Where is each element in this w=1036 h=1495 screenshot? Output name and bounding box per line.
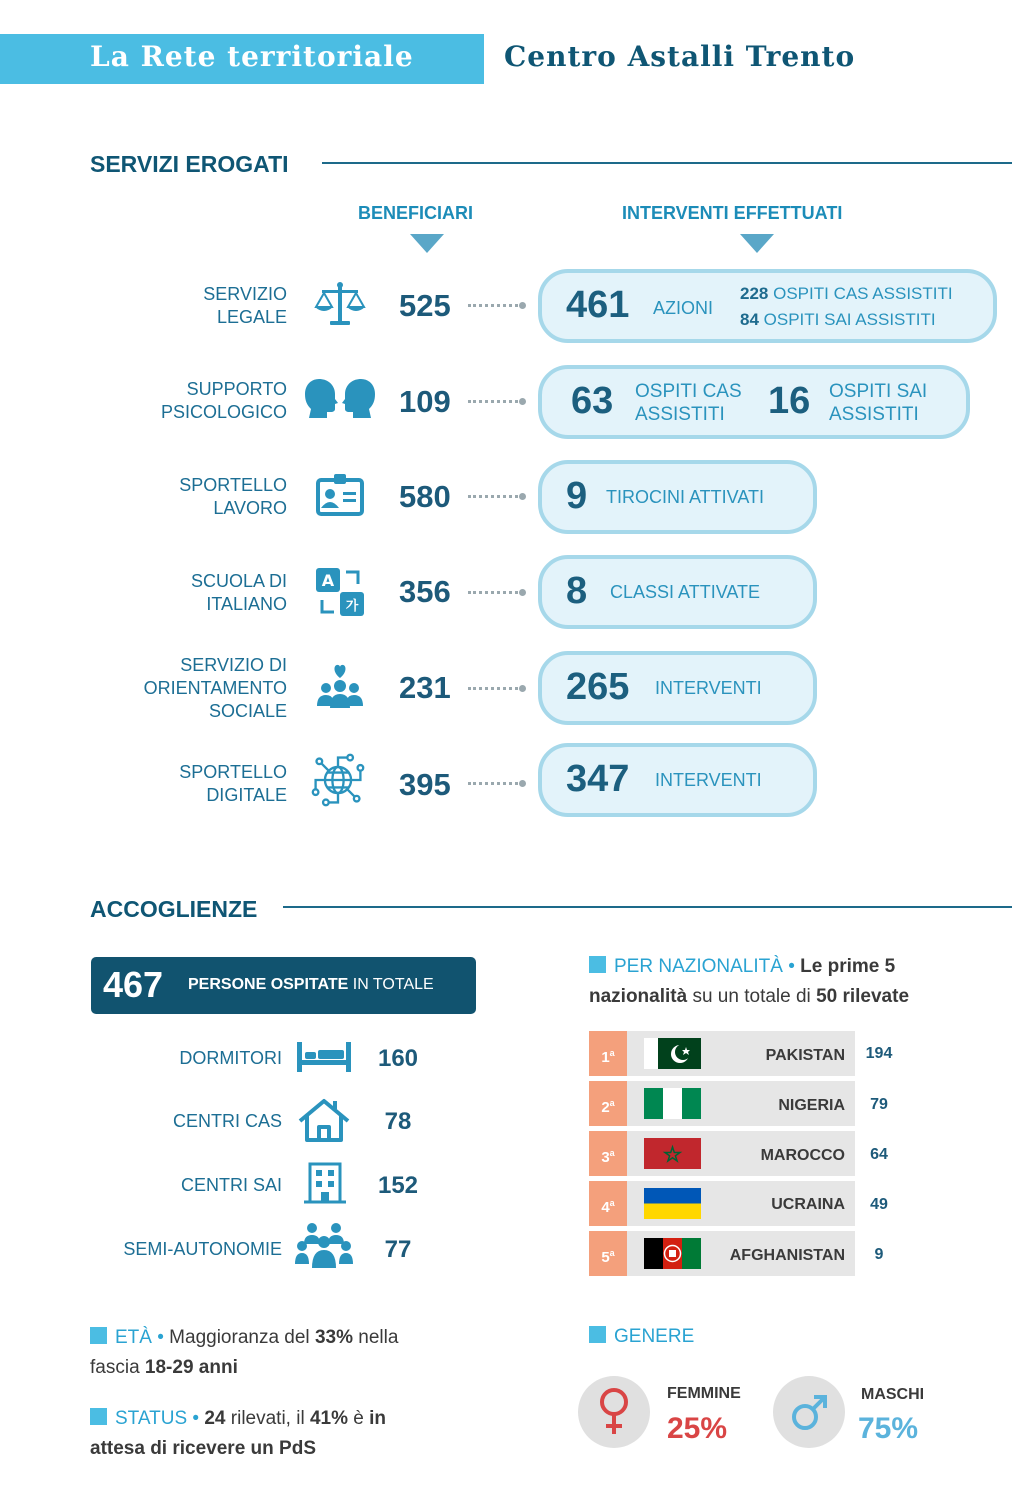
country-name: UCRAINA [771, 1196, 845, 1213]
connector-dot [519, 302, 526, 309]
maschi-label: MASCHI [861, 1386, 925, 1403]
eta-paragraph: ETÀ • Maggioranza del 33% nella fascia 18-29 anni [90, 1327, 399, 1378]
total-value: 467 [103, 964, 164, 1005]
interventi-extra: 228 OSPITI CAS ASSISTITI [740, 284, 953, 303]
connector-dot [519, 685, 526, 692]
interventi-label: AZIONI [653, 298, 714, 318]
rank-badge: 1$^a$ [589, 1031, 627, 1076]
beneficiari-value: 525 [399, 288, 451, 323]
col-head-beneficiari: BENEFICIARI [358, 203, 474, 223]
accoglienza-label: DORMITORI [179, 1048, 282, 1068]
country-name: AFGHANISTAN [729, 1247, 845, 1264]
bullet-square [90, 1408, 107, 1425]
heads-icon [305, 377, 375, 419]
service-label-digitale: SPORTELLO DIGITALE [179, 762, 287, 805]
femmine-label: FEMMINE [667, 1385, 741, 1402]
rank-badge: 5$^a$ [589, 1231, 627, 1276]
interventi-value: 347 [566, 758, 630, 800]
interventi-extra: 84 OSPITI SAI ASSISTITI [740, 310, 936, 329]
dotted-connector [468, 495, 524, 498]
arrow-down-icon [410, 234, 444, 253]
section-title-accoglienze: ACCOGLIENZE [90, 896, 258, 922]
service-label-psicologico: SUPPORTO PSICOLOGICO [160, 379, 287, 422]
interventi-label: CLASSI ATTIVATE [610, 582, 761, 602]
service-label-italiano: SCUOLA DI ITALIANO [190, 571, 287, 614]
interventi-value: 461 [566, 284, 630, 326]
ukraine-flag-icon [644, 1188, 701, 1219]
interventi-label: TIROCINI ATTIVATI [606, 487, 765, 507]
dotted-connector [468, 591, 524, 594]
beneficiari-value: 231 [399, 670, 451, 705]
community-icon [312, 660, 368, 716]
scales-icon [312, 277, 368, 333]
connector-dot [519, 493, 526, 500]
bullet-square [90, 1327, 107, 1344]
country-name: NIGERIA [778, 1097, 845, 1114]
badge-icon [312, 470, 368, 526]
beneficiari-value: 395 [399, 767, 451, 802]
interventi-label: OSPITI CAS ASSISTITI [635, 381, 742, 425]
country-value: 49 [870, 1196, 888, 1213]
section-divider [283, 906, 1012, 908]
genere-heading: GENERE [589, 1322, 694, 1352]
house-icon [297, 1097, 351, 1143]
country-value: 9 [874, 1246, 884, 1263]
dotted-connector [468, 304, 524, 307]
connector-dot [519, 589, 526, 596]
svg-text:A: A [321, 571, 335, 590]
interventi-label: INTERVENTI [655, 678, 762, 698]
country-name: MAROCCO [760, 1147, 845, 1164]
nigeria-flag-icon [644, 1088, 701, 1119]
service-label-lavoro: SPORTELLO LAVORO [179, 475, 287, 518]
bed-icon [295, 1040, 353, 1074]
accoglienza-label: CENTRI CAS [172, 1111, 282, 1131]
maschi-pct: 75% [858, 1412, 919, 1445]
pakistan-flag-icon [644, 1038, 701, 1069]
beneficiari-value: 580 [399, 479, 451, 514]
rank-badge: 2$^a$ [589, 1081, 627, 1126]
status-paragraph: STATUS • 24 rilevati, il 41% è in attesa di ricevere un PdS [90, 1408, 387, 1459]
bullet-square [589, 956, 606, 973]
rank-badge: 4$^a$ [589, 1181, 627, 1226]
beneficiari-value: 109 [399, 384, 451, 419]
globe-network-icon [310, 752, 366, 808]
female-icon [596, 1386, 632, 1438]
bullet-square [589, 1326, 606, 1343]
arrow-down-icon [740, 234, 774, 253]
interventi-value: 8 [566, 570, 588, 612]
accoglienza-label: CENTRI SAI [180, 1175, 282, 1195]
translate-icon [312, 564, 368, 620]
connector-dot [519, 780, 526, 787]
section-divider [322, 162, 1012, 164]
accoglienza-value: 78 [384, 1108, 412, 1135]
accoglienza-value: 152 [377, 1172, 419, 1199]
interventi-value: 63 [571, 380, 614, 422]
nazionalita-heading: PER NAZIONALITÀ • Le prime 5 nazionalità su un totale di 50 rilevate [589, 956, 910, 1007]
header-subtitle: Centro Astalli Trento [504, 40, 856, 73]
building-icon [302, 1162, 348, 1204]
service-label-legale: SERVIZIO LEGALE [203, 284, 287, 327]
country-value: 79 [870, 1096, 888, 1113]
male-icon [790, 1392, 830, 1432]
interventi-value-2: 16 [768, 380, 811, 422]
accoglienza-value: 160 [377, 1045, 419, 1072]
interventi-label-2: OSPITI SAI ASSISTITI [829, 381, 928, 425]
header-title: La Rete territoriale [90, 40, 414, 73]
rank-badge: 3$^a$ [589, 1131, 627, 1176]
service-label-orientamento: SERVIZIO DI ORIENTAMENTO SOCIALE [143, 655, 287, 721]
interventi-label: INTERVENTI [655, 770, 762, 790]
svg-text:가: 가 [345, 599, 359, 614]
interventi-value: 265 [566, 666, 630, 708]
dotted-connector [468, 782, 524, 785]
country-name: PAKISTAN [765, 1047, 845, 1064]
afghanistan-flag-icon [644, 1238, 701, 1269]
connector-dot [519, 398, 526, 405]
beneficiari-value: 356 [399, 574, 451, 609]
group-icon [294, 1220, 354, 1270]
col-head-interventi: INTERVENTI EFFETTUATI [622, 203, 843, 223]
dotted-connector [468, 400, 524, 403]
country-value: 194 [865, 1045, 893, 1062]
country-value: 64 [870, 1146, 888, 1163]
total-label: PERSONE OSPITATE IN TOTALE [188, 976, 434, 993]
section-title-servizi: SERVIZI EROGATI [90, 151, 289, 177]
dotted-connector [468, 687, 524, 690]
accoglienza-label: SEMI-AUTONOMIE [123, 1239, 282, 1259]
interventi-value: 9 [566, 475, 588, 517]
morocco-flag-icon [644, 1138, 701, 1169]
femmine-pct: 25% [667, 1412, 728, 1445]
accoglienza-value: 77 [384, 1236, 412, 1263]
